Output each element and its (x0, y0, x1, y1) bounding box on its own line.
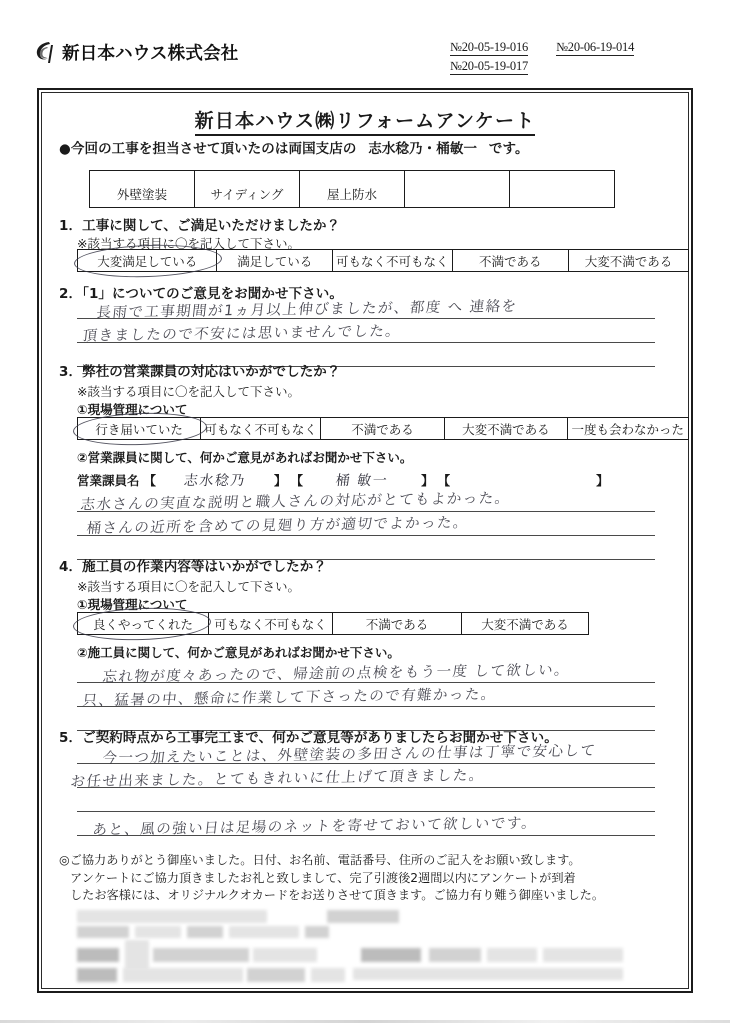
work-type-cell (405, 171, 510, 208)
rating-option-q1-1[interactable]: 満足している (217, 250, 332, 272)
rating-option-q4-1[interactable]: 可もなく不可もなく (209, 613, 333, 635)
handwritten-answer-q3-line1: 志水さんの実直な説明と職人さんの対応がとてもよかった。 (79, 490, 512, 514)
footer-note-line-3: したお客様には、オリジナルクオカードをお送りさせて頂きます。ご協力有り難う御座いました。 (70, 888, 605, 903)
write-in-rule (77, 811, 655, 812)
question-4-subhead-2: ②施工員に関して、何かご意見があればお聞かせ下さい。 (77, 645, 400, 660)
reference-number: №20-05-19-017 (450, 59, 529, 73)
company-name: 新日本ハウス株式会社 (62, 44, 239, 64)
handwritten-answer-q2-line1: 長雨で工事期間が1ヵ月以上伸びましたが、都度 へ 連絡を (95, 298, 519, 322)
question-1-note: ※該当する項目に〇を記入して下さい。 (77, 236, 300, 251)
handwritten-answer-q3-line2: 桶さんの近所を含めての見廻り方が適切でよかった。 (85, 515, 470, 537)
rating-option-q1-0[interactable]: 大変満足している (78, 250, 217, 272)
form-content (41, 92, 689, 989)
letterhead (0, 0, 730, 85)
footer-note-line-1: ◎ご協力ありがとう御座いました。日付、お名前、電話番号、住所のご記入をお願い致します。 (59, 853, 581, 867)
name-bracket-1: 【 志水稔乃 】 (144, 470, 287, 490)
work-type-label: 屋上防水 (326, 186, 377, 202)
handwritten-answer-q5-line4: あと、風の強い日は足場のネットを寄せておいて欲しいです。 (91, 815, 539, 839)
rating-option-q3-3[interactable]: 大変不満である (445, 418, 567, 440)
work-type-cell (510, 171, 615, 208)
reference-number: №20-06-19-014 (556, 40, 635, 54)
question-3-rating-table (77, 417, 689, 440)
handwritten-answer-q4-line1: 忘れ物が度々あったので、帰途前の点検をもう一度 して欲しい。 (101, 662, 571, 686)
question-5-text: 5．ご契約時点から工事完工まで、何かご意見等がありましたらお聞かせ下さい。 (59, 730, 558, 746)
work-type-cell (195, 171, 300, 208)
question-4-text: 4．施工員の作業内容等はいかがでしたか？ (59, 559, 327, 575)
rating-option-q3-2[interactable]: 不満である (320, 418, 444, 440)
footer-note-line-2: アンケートにご協力頂きましたお礼と致しまして、完了引渡後2週間以内にアンケートが到着 (70, 870, 576, 885)
question-4-subhead-1: ①現場管理について (77, 597, 188, 612)
rating-option-q3-4[interactable]: 一度も会わなかった (567, 418, 688, 440)
intro-suffix: です。 (488, 141, 529, 157)
question-3-note: ※該当する項目に〇を記入して下さい。 (77, 384, 300, 399)
company-logo (35, 40, 238, 65)
rating-option-q4-3[interactable]: 大変不満である (462, 613, 589, 635)
question-1-text: 1．工事に関して、ご満足いただけましたか？ (59, 218, 341, 234)
table-row (78, 613, 589, 635)
intro-line (59, 137, 529, 157)
assigned-staff-names: 志水稔乃・桶敏一 (368, 141, 478, 157)
page-title (41, 106, 689, 133)
work-type-table (89, 170, 615, 208)
sales-staff-name-2: 桶 敏一 (334, 473, 390, 489)
work-type-cell (90, 171, 195, 208)
table-row (78, 418, 689, 440)
reference-numbers (450, 40, 634, 75)
question-2-text: 2．「1」についてのご意見をお聞かせ下さい。 (59, 286, 343, 302)
footer-note (59, 852, 604, 905)
name-bracket-2: 【 桶 敏一 】 (291, 470, 434, 490)
table-row (78, 250, 689, 272)
question-3-subhead-2: ②営業課員に関して、何かご意見があればお聞かせ下さい。 (77, 450, 413, 465)
rating-option-q4-2[interactable]: 不満である (333, 613, 462, 635)
reference-number: №20-05-19-016 (450, 40, 529, 54)
page-title-text: 新日本ハウス㈱リフォームアンケート (195, 110, 536, 136)
sales-staff-name-label: 営業課員名 (77, 473, 140, 488)
intro-prefix: ●今回の工事を担当させて頂いたのは両国支店の (59, 141, 357, 157)
handwritten-answer-q2-line2: 頂きましたので不安には思いませんでした。 (81, 323, 402, 345)
work-type-cell (300, 171, 405, 208)
rating-option-q1-2[interactable]: 可もなく不可もなく (332, 250, 452, 272)
reference-number-column-right (556, 40, 634, 56)
scan-edge (0, 1020, 730, 1023)
rating-option-q1-4[interactable]: 大変不満である (569, 250, 689, 272)
handwritten-answer-q5-line1: 今一つ加えたいことは、外壁塗装の多田さんの仕事は丁寧で安心して (101, 743, 598, 767)
sales-staff-name-row (77, 470, 609, 490)
rating-option-q3-0[interactable]: 行き届いていた (78, 418, 201, 440)
table-row (90, 171, 615, 208)
question-3-subhead-1: ①現場管理について (77, 402, 188, 417)
handwritten-answer-q4-line2: 只、猛暑の中、懸命に作業して下さったので有難かった。 (81, 686, 498, 710)
reference-number-column-left (450, 40, 528, 75)
swoosh-logo-icon (35, 41, 57, 65)
work-type-label: サイディング (210, 186, 284, 202)
question-3-text: 3．弊社の営業課員の対応はいかがでしたか？ (59, 364, 341, 380)
rating-option-q1-3[interactable]: 不満である (452, 250, 569, 272)
redacted-personal-information (77, 910, 657, 982)
name-bracket-3: 【 】 (437, 473, 609, 488)
handwritten-answer-q5-line2: お任せ出来ました。とてもきれいに仕上げて頂きました。 (69, 767, 486, 791)
question-4-note: ※該当する項目に〇を記入して下さい。 (77, 579, 300, 594)
rating-option-q3-1[interactable]: 可もなく不可もなく (201, 418, 321, 440)
sales-staff-name-1: 志水稔乃 (182, 473, 247, 489)
rating-option-q4-0[interactable]: 良くやってくれた (78, 613, 209, 635)
work-type-label: 外壁塗装 (116, 186, 167, 202)
question-1-rating-table (77, 249, 689, 272)
question-4-rating-table (77, 612, 589, 635)
